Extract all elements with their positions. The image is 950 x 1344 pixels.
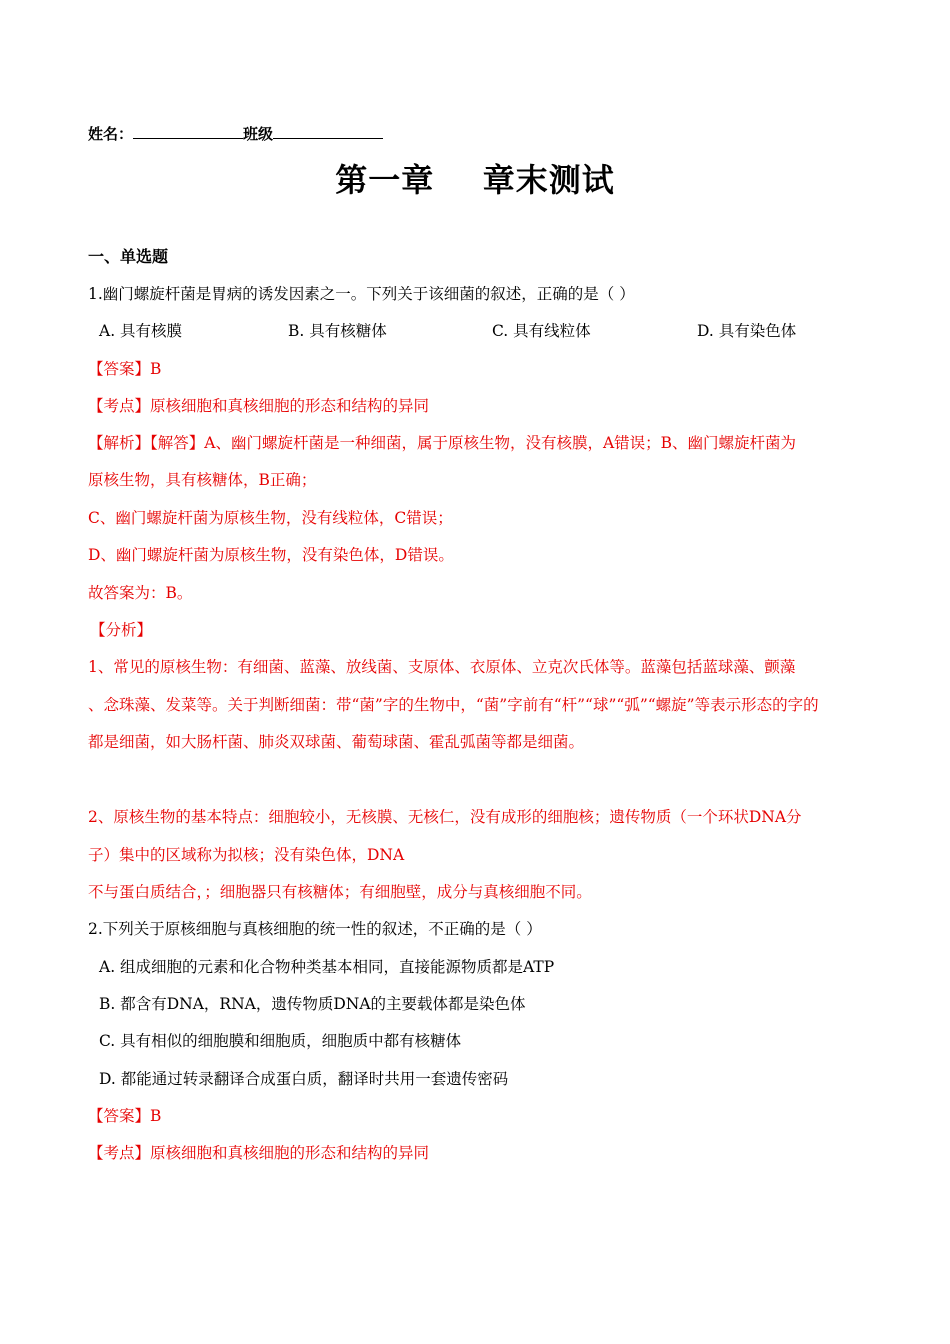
q2-option-b[interactable]: B. 都含有DNA，RNA，遗传物质DNA的主要载体都是染色体	[99, 995, 526, 1013]
q2-answer	[88, 1105, 161, 1127]
class-blank[interactable]	[273, 122, 383, 139]
q2-point	[88, 1142, 429, 1164]
q1-fenxi-label: 【分析】	[90, 621, 153, 639]
q1-point-value: 原核细胞和真核细胞的形态和结构的异同	[150, 397, 430, 415]
q1-fenxi-line-4: 2、原核生物的基本特点：细胞较小，无核膜、无核仁，没有成形的细胞核；遗传物质（一个环状DNA分	[88, 808, 802, 826]
q1-option-c[interactable]: C. 具有线粒体	[492, 322, 591, 340]
q1-conclusion: 故答案为：B。	[88, 584, 193, 602]
q1-point-label: 【考点】	[88, 397, 151, 415]
q2-point-label: 【考点】	[88, 1144, 151, 1162]
class-label: 班级	[243, 125, 274, 143]
q1-fenxi-line-3: 都是细菌，如大肠杆菌、肺炎双球菌、葡萄球菌、霍乱弧菌等都是细菌。	[88, 733, 585, 751]
q1-fenxi-line-6: 不与蛋白质结合，；细胞器只有核糖体；有细胞壁，成分与真核细胞不同。	[88, 883, 592, 901]
q2-answer-label: 【答案】	[88, 1107, 151, 1125]
q1-analysis-line-2: 原核生物，具有核糖体，B正确；	[88, 471, 317, 489]
q1-option-a[interactable]: A. 具有核膜	[99, 322, 183, 340]
name-label: 姓名：	[88, 125, 134, 143]
page-title: 第一章 章末测试	[335, 161, 615, 199]
q2-answer-value: B	[150, 1107, 162, 1125]
q2-option-a[interactable]: A. 组成细胞的元素和化合物种类基本相同，直接能源物质都是ATP	[99, 958, 555, 976]
q2-point-value: 原核细胞和真核细胞的形态和结构的异同	[150, 1144, 430, 1162]
student-info-line	[88, 122, 383, 145]
q1-analysis-line-1: 【解析】【解答】A、幽门螺旋杆菌是一种细菌，属于原核生物，没有核膜，A错误；B、幽门螺旋杆菌为	[88, 434, 797, 452]
q1-fenxi-line-1: 1、常见的原核生物：有细菌、蓝藻、放线菌、支原体、衣原体、立克次氏体等。蓝藻包括蓝球藻、颤藻	[88, 658, 796, 676]
q1-option-b[interactable]: B. 具有核糖体	[288, 322, 387, 340]
name-blank[interactable]	[133, 122, 243, 139]
q1-option-d[interactable]: D. 具有染色体	[697, 322, 797, 340]
q1-answer	[88, 358, 161, 380]
q1-analysis-line-3: C、幽门螺旋杆菌为原核生物，没有线粒体，C错误；	[88, 509, 453, 527]
q2-stem: 2.下列关于原核细胞与真核细胞的统一性的叙述，不正确的是（ ）	[88, 920, 542, 938]
q2-option-c[interactable]: C. 具有相似的细胞膜和细胞质，细胞质中都有核糖体	[99, 1032, 462, 1050]
q1-stem: 1.幽门螺旋杆菌是胃病的诱发因素之一。下列关于该细菌的叙述，正确的是（ ）	[88, 285, 635, 303]
q1-fenxi-line-2: 、念珠藻、发菜等。关于判断细菌：带“菌”字的生物中，“菌”字前有“杆”“球”“弧”“螺旋”等表示形态的字的	[88, 696, 819, 714]
q1-analysis-line-4: D、幽门螺旋杆菌为原核生物，没有染色体，D错误。	[88, 546, 454, 564]
q1-answer-label: 【答案】	[88, 360, 151, 378]
q1-answer-value: B	[150, 360, 162, 378]
q2-option-d[interactable]: D. 都能通过转录翻译合成蛋白质，翻译时共用一套遗传密码	[99, 1070, 509, 1088]
q1-point	[88, 395, 429, 417]
section-heading: 一、单选题	[88, 247, 169, 266]
q1-fenxi-line-5: 子）集中的区域称为拟核；没有染色体，DNA	[88, 846, 405, 864]
